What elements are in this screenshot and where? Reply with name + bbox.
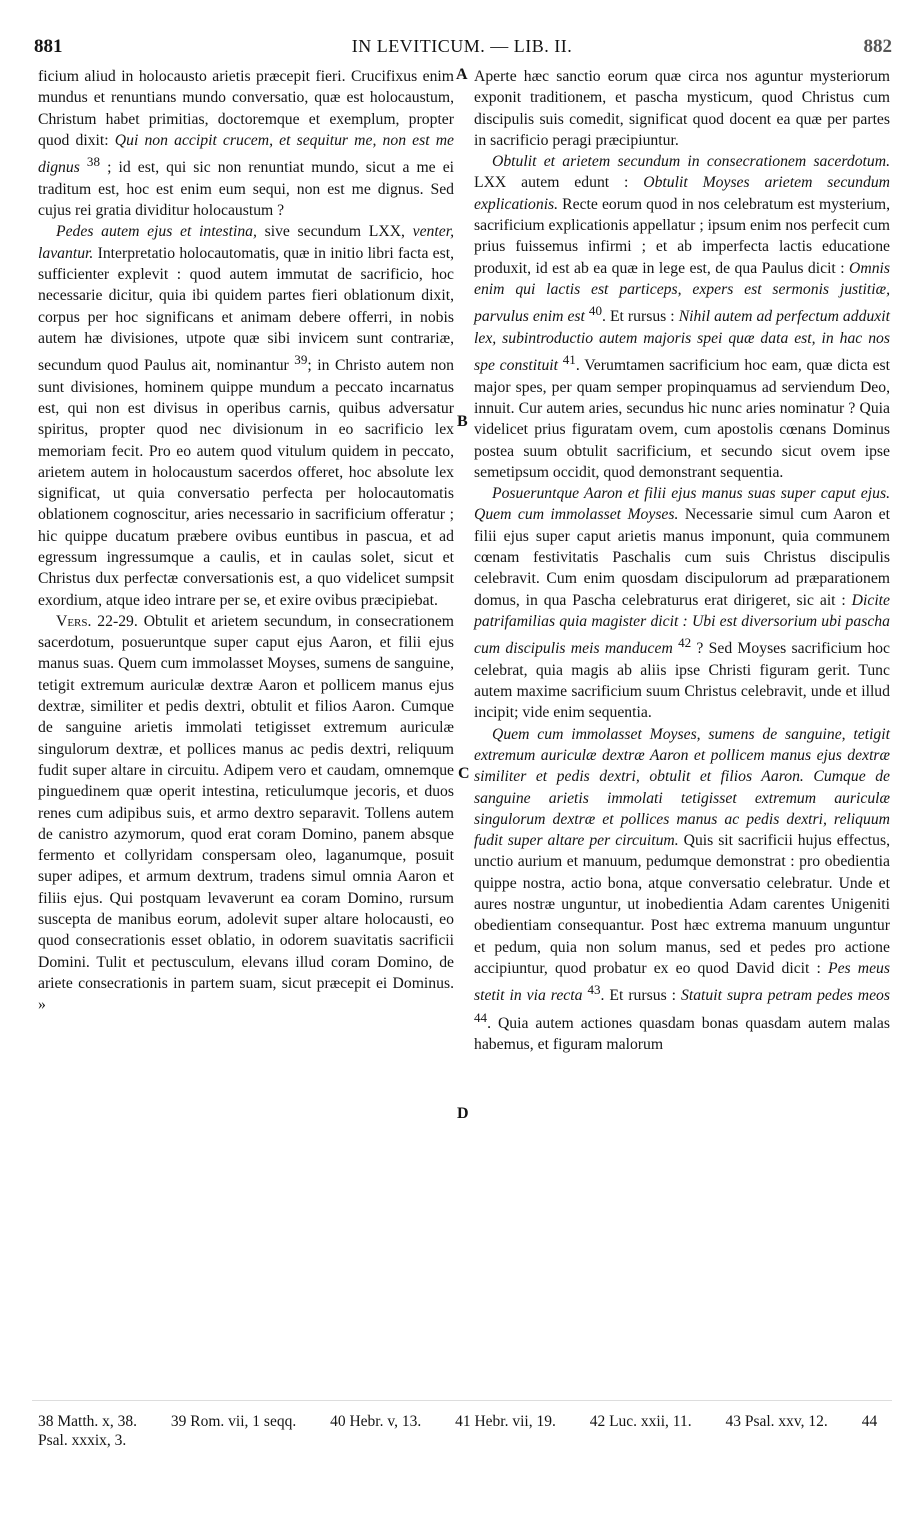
footnote: 43 Psal. xxv, 12. xyxy=(725,1413,828,1430)
margin-marker-c: C xyxy=(458,765,470,782)
footnote: 42 Luc. xxii, 11. xyxy=(589,1413,692,1430)
footnote: 38 Matth. x, 38. xyxy=(38,1413,138,1430)
margin-marker-b: B xyxy=(457,413,468,430)
right-paragraph-4: Quem cum immolasset Moyses, sumens de sanguine, tetigit extremum auriculæ dextræ Aaron et pollicem manus ejus dextræ similiter et pedis dextri, obtulit et filios Aaron. Cumque de sanguine arietis immolati tetigisset extremum auriculæ singulorum dextræ et pollices manus ac pedis dextri, reliquum fudit super altare per circuitum. Quis sit sacrificii hujus effectus, unctio aurium et manuum, pedumque demonstrat : pro obedientia quippe nostra, actio bona, atque conversatio celebratur. Unde et aures nostræ unguntur, ut inobedientia Adam carentes Unigeniti obedientiam consequantur. Post hæc extrema manuum unguntur et pedum, quia non solum manus, sed et pedes pro actione accipiuntur, quod probatur ex eo quod David dicit : Pes meus stetit in via recta $^{43}$. Et rursus : Statuit supra petram pedes meos $^{44}$. Quia autem actiones quasdam bonas quasdam autem malas habemus, et figuram malorum xyxy=(474,725,891,1054)
left-column xyxy=(38,66,454,1016)
lxx-reading: venter, lavantur. xyxy=(38,223,455,262)
page-number-right: 882 xyxy=(863,36,892,57)
footnote: 41 Hebr. vii, 19. xyxy=(455,1413,556,1430)
scripture-quote: Statuit supra petram pedes meos xyxy=(681,987,891,1005)
right-paragraph-1: Aperte hæc sanctio eorum quæ circa nos aguntur mysteriorum exponit traditionem, et pascha mysticum, quod Christus cum discipulis suis comedit, significat quod docent ea quæ per partes in sacrificio peragi præcipiuntur. xyxy=(474,68,890,149)
lemma: Obtulit et arietem secundum in consecrationem sacerdotum. xyxy=(492,153,890,171)
footnote-ref: 44 xyxy=(474,1009,488,1025)
right-paragraph-3: Posueruntque Aaron et filii ejus manus suas super caput ejus. Quem cum immolasset Moyses. Necessarie simul cum Aaron et filii ejus super caput arietis manus imponunt, quia communem cœnam festivitatis Paschalis cum suis Christus discipulis celebravit. Cum enim quosdam discipulorum ad præparationem domus, in qua Pascha celebraturus erat dirigeret, sic ait : Dicite patrifamilias quia magister dicit : Ubi est diversorium ubi pascha cum discipulis meis manducem $^{42}$ ? Sed Moyses sacrificium hoc celebrat, quia magis ab aliis ipse Christi figuram gerit. Tunc autem maxime sacrificium suum Christus celebravit, unde et illud incipit; vide enim sequentia. xyxy=(474,485,891,722)
footnote-ref: 38 xyxy=(86,154,100,170)
footnotes xyxy=(38,1412,890,1450)
footnote: 44 Psal. xxxix, 3. xyxy=(38,1413,878,1449)
running-header xyxy=(32,36,892,66)
scripture-quote: Pes meus stetit in via recta xyxy=(474,959,890,1005)
scripture-quote: Qui non accipit crucem, et sequitur me, non est me dignus xyxy=(38,131,455,177)
left-paragraph-1: ficium aliud in holocausto arietis præcepit fieri. Crucifixus enim mundus et renuntians mundo conversatio, quæ est holocaustum, Christum habet primitias, doctoremque et exemplum, propter quod dixit: Qui non accipit crucem, et sequitur me, non est me dignus $^{38}$ ; id est, qui sic non renuntiat mundo, sicut a me ei traditum est, hoc est enim eum sequi, non est me dignus. Sed cujus rei gratia dividitur holocaustum ? xyxy=(38,68,455,220)
footnote-ref: 41 xyxy=(562,352,576,368)
footnote-divider xyxy=(32,1400,892,1401)
verse-label: Vers. 22-29. xyxy=(56,612,138,630)
margin-marker-a: A xyxy=(456,66,468,83)
lemma: Pedes autem ejus et intestina, xyxy=(56,223,257,241)
scripture-quote: Nihil autem ad perfectum adduxit lex, subintroductio autem majoris spei quæ data est, in hac nos spe constituit xyxy=(474,308,890,375)
footnote: 40 Hebr. v, 13. xyxy=(330,1413,422,1430)
scripture-quote: Omnis enim qui lactis est particeps, expers est sermonis justitiæ, parvulus enim est xyxy=(474,259,891,326)
footnote: 39 Rom. vii, 1 seqq. xyxy=(170,1413,297,1430)
lemma: Posueruntque Aaron et filii ejus manus suas super caput ejus. Quem cum immolasset Moyses. xyxy=(474,485,890,524)
left-paragraph-3: Vers. 22-29. Obtulit et arietem secundum, in consecrationem sacerdotum, posueruntque super caput ejus Aaron, et filii ejus manus suas. Quem cum immolasset Moyses, sumens de sanguine, tetigit extremum auriculæ dextræ Aaron et pollicem manus ejus dextræ, similiter et pedis dextri, obtulit et filios Aaron. Cumque de sanguine arietis immolati tetigisset extremum auriculæ singulorum dextræ, et pollices manus ac pedis dextri, reliquum fudit super altare in circuitu. Adipem vero et caudam, omnemque pinguedinem quæ operit intestina, reticulumque jecoris, et duos renes cum adipibus suis, et armo dextro separavit. Tollens autem de canistro azymorum, quod erat coram Domino, panem absque fermento et collyridam conspersam oleo, laganumque, posuit super adipes, et armum dextrum, tradens simul omnia Aaron et filiis ejus. Qui postquam levaverunt ea coram Domino, rursum suscepta de manibus eorum, adolevit super altare holocausti, eo quod consecrationis esset oblatio, in odorem suavitatis sacrificii Domini. Tulit et pectusculum, elevans illud coram Domino, de ariete consecrationis in partem suam, sicut præcepit ei Dominus. » xyxy=(38,612,454,1014)
lxx-reading: Obtulit Moyses arietem secundum explicationis. xyxy=(474,174,890,213)
footnote-ref: 39 xyxy=(294,352,308,368)
lemma: Quem cum immolasset Moyses, sumens de sanguine, tetigit extremum auriculæ dextræ Aaron et pollicem manus ejus dextræ similiter et pedis dextri, obtulit et filios Aaron. Cumque de sanguine arietis immolati tetigisset extremum auriculæ singulorum dextræ et pollices manus ac pedis dextri, reliquum fudit super altare per circuitum. xyxy=(474,725,890,850)
margin-marker-d: D xyxy=(457,1105,469,1122)
footnote-ref: 43 xyxy=(587,982,601,998)
footnote-ref: 40 xyxy=(588,303,602,319)
right-paragraph-2: Obtulit et arietem secundum in consecrationem sacerdotum. LXX autem edunt : Obtulit Moyses arietem secundum explicationis. Recte eorum quod in nos celebratum est mysterium, sacrificium explicationis appellatur ; ipsum enim nos perfecit cum prius fuissemus infirmi ; et ab imperfecta lactis educatione produxit, id est ab ea quæ in lege est, de qua Paulus dicit : Omnis enim qui lactis est particeps, expers est sermonis justitiæ, parvulus enim est $^{40}$. Et rursus : Nihil autem ad perfectum adduxit lex, subintroductio autem majoris spei quæ data est, in hac nos spe constituit $^{41}$. Verumtamen sacrificium hoc eam, quæ dicta est major spes, per quam semper propinquamus ad serviendum Deo, innuit. Cur autem aries, secundus hic nunc aries nominatur ? Quia videlicet prius figuratam ovem, cum apostolis cœnans Dominus postea suum obtulit sacrificium, et secundo sicut ovem ipse semetipsum occidit, quod demonstrant sequentia. xyxy=(474,153,891,481)
right-column xyxy=(474,66,890,1056)
scripture-quote: Dicite patrifamilias quia magister dicit : Ubi est diversorium ubi pascha cum discipulis meis manducem xyxy=(474,591,891,658)
page-number-left: 881 xyxy=(34,36,63,57)
left-paragraph-2: Pedes autem ejus et intestina, sive secundum LXX, venter, lavantur. Interpretatio holocautomatis, quæ in initio libri facta est, sufficienter explevit : quod autem immutat de sacrificio, hoc necessarie dicitur, quia ibi quidem partes fieri oblationum dixit, corpus per hoc significans et animam debere offerri, in nobis autem hæ divisiones, utpote quæ sibi invicem sunt contrariæ, secundum quod Paulus ait, nominantur $^{39}$; in Christo autem non sunt divisiones, hominem quippe mundum a peccato incarnatus est, qui non est divisus in operibus carnis, quibus adversatur spiritus, propter quod nec divisionum in eo sacrificio lex memoriam fecit. Pro eo autem quod vitulum quidem in peccato, arietem autem in holocaustum sacerdos offeret, hoc absolute lex significat, ut quia conversatio perfecta per holocautomatis oblationem cognoscitur, aries necessario in sacrificium offeratur ; hic quippe ducatum præbere ovibus euntibus in pascua, et ad egressum ingressumque a caulis, et in caulas solet, sicut et Christus dux perfectæ conversationis est, a quo videlicet sumpsit exordium, atque ideo intrare per se, et exire ovibus præcipiebat. xyxy=(38,223,455,609)
footnote-ref: 42 xyxy=(678,635,692,651)
running-title: IN LEVITICUM. — LIB. II. xyxy=(351,36,573,56)
